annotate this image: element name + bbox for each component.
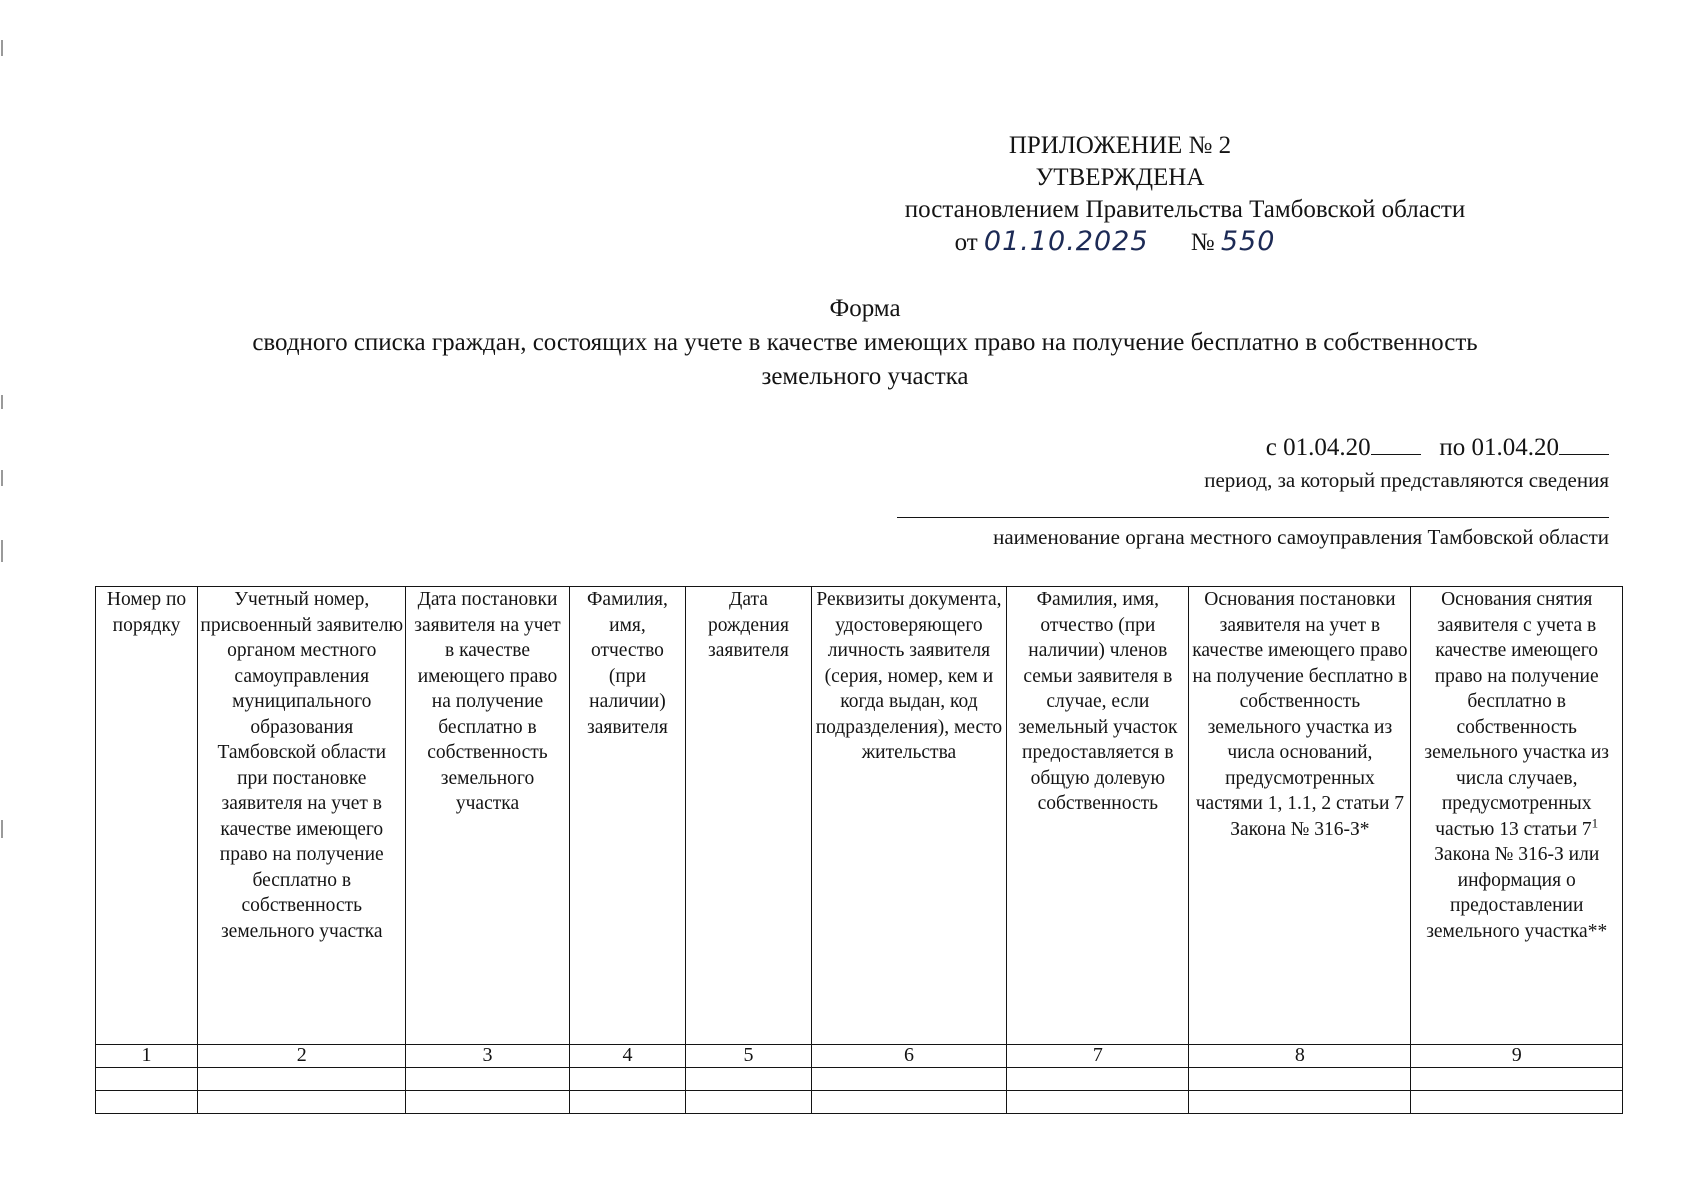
column-number: 4 xyxy=(569,1045,686,1068)
header-cell: Реквизиты документа, удостоверяющего личность заявителя (серия, номер, кем и когда выдан, код подразделения), место жительства xyxy=(811,587,1007,1045)
header-cell: Фамилия, имя, отчество (при наличии) заявителя xyxy=(569,587,686,1045)
title-line-1: Форма xyxy=(829,295,901,322)
period-from-label: с 01.04.20 xyxy=(1265,434,1371,461)
column-number: 9 xyxy=(1411,1045,1623,1068)
column-number: 8 xyxy=(1189,1045,1411,1068)
organization-caption: наименование органа местного самоуправления Тамбовской области xyxy=(993,525,1609,549)
header-cell: Номер по порядку xyxy=(96,587,198,1045)
period-from-year-blank[interactable] xyxy=(1371,432,1421,455)
date-prefix: от xyxy=(954,229,978,256)
handwritten-date: 01.10.2025 xyxy=(983,226,1149,257)
column-number: 1 xyxy=(96,1045,198,1068)
header-cell xyxy=(1411,587,1623,1045)
empty-cell[interactable] xyxy=(406,1091,569,1114)
title-line-2: сводного списка граждан, состоящих на учете в качестве имеющих право на получение бесплатно в собственность xyxy=(252,329,1478,356)
empty-cell[interactable] xyxy=(96,1091,198,1114)
period-to-year-blank[interactable] xyxy=(1559,432,1609,455)
empty-cell[interactable] xyxy=(1007,1068,1189,1091)
header-cell: Фамилия, имя, отчество (при наличии) членов семьи заявителя в случае, если земельный участок предоставляется в общую долевую собственность xyxy=(1007,587,1189,1045)
empty-cell[interactable] xyxy=(1189,1068,1411,1091)
empty-cell[interactable] xyxy=(686,1068,811,1091)
header-cell: Основания постановки заявителя на учет в качестве имеющего право на получение бесплатно в собственность земельного участка из числа оснований, предусмотренных частями 1, 1.1, 2 статьи 7 Закона № 316-З* xyxy=(1189,587,1411,1045)
period-caption: период, за который представляются сведения xyxy=(1204,468,1609,492)
scan-artifact xyxy=(1,40,3,56)
handwritten-number: 550 xyxy=(1220,226,1276,257)
empty-cell[interactable] xyxy=(1189,1091,1411,1114)
column-number: 2 xyxy=(198,1045,406,1068)
form-title xyxy=(60,292,1670,394)
scan-artifact xyxy=(1,470,3,486)
number-prefix: № xyxy=(1190,229,1215,256)
scan-artifact xyxy=(1,820,3,838)
empty-cell[interactable] xyxy=(1411,1068,1623,1091)
organization-name-blank[interactable] xyxy=(897,517,1609,518)
empty-cell[interactable] xyxy=(811,1091,1007,1114)
citizens-list-table xyxy=(95,586,1623,1114)
header-9-tail: Закона № 316-З или информация о предоставлении земельного участка** xyxy=(1426,844,1608,942)
table-row xyxy=(96,1068,1623,1091)
empty-cell[interactable] xyxy=(569,1091,686,1114)
decree-date-line xyxy=(745,226,1485,259)
period-to-label: по 01.04.20 xyxy=(1439,434,1559,461)
table-header-row xyxy=(96,587,1623,1045)
annex-heading: ПРИЛОЖЕНИЕ № 2 xyxy=(1008,132,1232,159)
empty-cell[interactable] xyxy=(198,1068,406,1091)
column-number: 7 xyxy=(1007,1045,1189,1068)
header-9-superscript: 1 xyxy=(1591,815,1599,830)
scan-artifact xyxy=(1,395,3,409)
column-number-row xyxy=(96,1045,1623,1068)
header-cell: Учетный номер, присвоенный заявителю органом местного самоуправления муниципального образования Тамбовской области при постановке заявителя на учет в качестве имеющего право на получение бесплатно в собственность земельного участка xyxy=(198,587,406,1045)
empty-cell[interactable] xyxy=(1007,1091,1189,1114)
empty-cell[interactable] xyxy=(686,1091,811,1114)
empty-cell[interactable] xyxy=(406,1068,569,1091)
decree-reference: постановлением Правительства Тамбовской области xyxy=(904,196,1466,223)
empty-cell[interactable] xyxy=(569,1068,686,1091)
empty-cell[interactable] xyxy=(96,1068,198,1091)
table-row xyxy=(96,1091,1623,1114)
header-cell: Дата постановки заявителя на учет в качестве имеющего право на получение бесплатно в собственность земельного участка xyxy=(406,587,569,1045)
header-9-text: Основания снятия заявителя с учета в качестве имеющего право на получение бесплатно в собственность земельного участка из числа случаев, предусмотренных частью 13 статьи 7 xyxy=(1424,589,1609,840)
empty-cell[interactable] xyxy=(811,1068,1007,1091)
approved-heading: УТВЕРЖДЕНА xyxy=(1035,164,1205,191)
period-line xyxy=(1266,432,1609,463)
column-number: 5 xyxy=(686,1045,811,1068)
header-cell: Дата рождения заявителя xyxy=(686,587,811,1045)
title-line-3: земельного участка xyxy=(761,363,969,390)
empty-cell[interactable] xyxy=(198,1091,406,1114)
scan-artifact xyxy=(1,540,3,562)
empty-cell[interactable] xyxy=(1411,1091,1623,1114)
approval-block xyxy=(870,130,1610,259)
column-number: 3 xyxy=(406,1045,569,1068)
column-number: 6 xyxy=(811,1045,1007,1068)
